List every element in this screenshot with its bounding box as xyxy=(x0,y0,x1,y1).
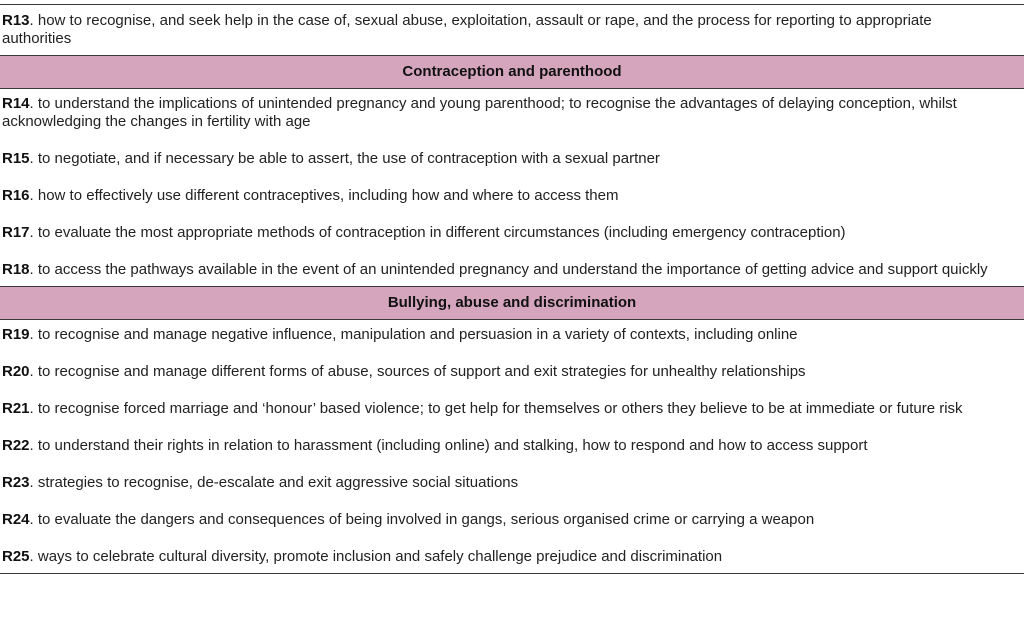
objective-r20 xyxy=(0,363,1024,381)
objective-text: . to evaluate the dangers and consequences of being involved in gangs, serious organised crime or carrying a weapon xyxy=(29,511,815,528)
objective-r16 xyxy=(0,187,1024,205)
objective-text: . to understand the implications of unintended pregnancy and young parenthood; to recognise the advantages of delaying conception, whilst acknowledging the changes in fertility with age xyxy=(2,95,957,130)
objective-code: R22 xyxy=(2,437,30,454)
objective-code: R19 xyxy=(2,326,30,343)
objective-r22 xyxy=(0,437,1024,455)
section-sexual-abuse xyxy=(0,5,1024,56)
objective-text: . strategies to recognise, de-escalate and exit aggressive social situations xyxy=(29,474,519,491)
objective-code: R16 xyxy=(2,187,30,204)
objective-text: . to recognise forced marriage and ‘honour’ based violence; to get help for themselves or others they believe to be at immediate or future risk xyxy=(29,400,963,417)
objective-code: R23 xyxy=(2,474,30,491)
objective-code: R14 xyxy=(2,95,30,112)
objective-code: R13 xyxy=(2,12,30,29)
objective-r13 xyxy=(0,12,1024,48)
objective-text: . to evaluate the most appropriate methods of contraception in different circumstances (including emergency contraception) xyxy=(29,224,846,241)
objective-r24 xyxy=(0,511,1024,529)
objective-code: R18 xyxy=(2,261,30,278)
section-heading-contraception: Contraception and parenthood xyxy=(0,56,1024,89)
objective-r14 xyxy=(0,95,1024,131)
objective-r17 xyxy=(0,224,1024,242)
section-bullying xyxy=(0,320,1024,574)
objective-text: . to recognise and manage different forms of abuse, sources of support and exit strategies for unhealthy relationships xyxy=(29,363,806,380)
objective-text: . to negotiate, and if necessary be able to assert, the use of contraception with a sexual partner xyxy=(29,150,660,167)
objective-text: . ways to celebrate cultural diversity, promote inclusion and safely challenge prejudice and discrimination xyxy=(29,548,723,565)
objective-text: . to understand their rights in relation to harassment (including online) and stalking, how to respond and how to access support xyxy=(29,437,868,454)
objective-r19 xyxy=(0,326,1024,344)
section-contraception xyxy=(0,89,1024,287)
objective-r15 xyxy=(0,150,1024,168)
objective-r21 xyxy=(0,400,1024,418)
objective-code: R20 xyxy=(2,363,30,380)
objective-code: R17 xyxy=(2,224,30,241)
learning-objectives-table xyxy=(0,4,1024,574)
objective-r23 xyxy=(0,474,1024,492)
objective-code: R21 xyxy=(2,400,30,417)
objective-code: R24 xyxy=(2,511,30,528)
objective-text: . to recognise and manage negative influence, manipulation and persuasion in a variety of contexts, including online xyxy=(29,326,798,343)
objective-r18 xyxy=(0,261,1024,279)
objective-code: R15 xyxy=(2,150,30,167)
objective-text: . how to recognise, and seek help in the case of, sexual abuse, exploitation, assault or rape, and the process for reporting to appropriate authorities xyxy=(2,12,932,47)
objective-text: . to access the pathways available in the event of an unintended pregnancy and understand the importance of getting advice and support quickly xyxy=(29,261,988,278)
section-heading-bullying: Bullying, abuse and discrimination xyxy=(0,287,1024,320)
objective-text: . how to effectively use different contraceptives, including how and where to access them xyxy=(29,187,619,204)
objective-code: R25 xyxy=(2,548,30,565)
objective-r25 xyxy=(0,548,1024,566)
